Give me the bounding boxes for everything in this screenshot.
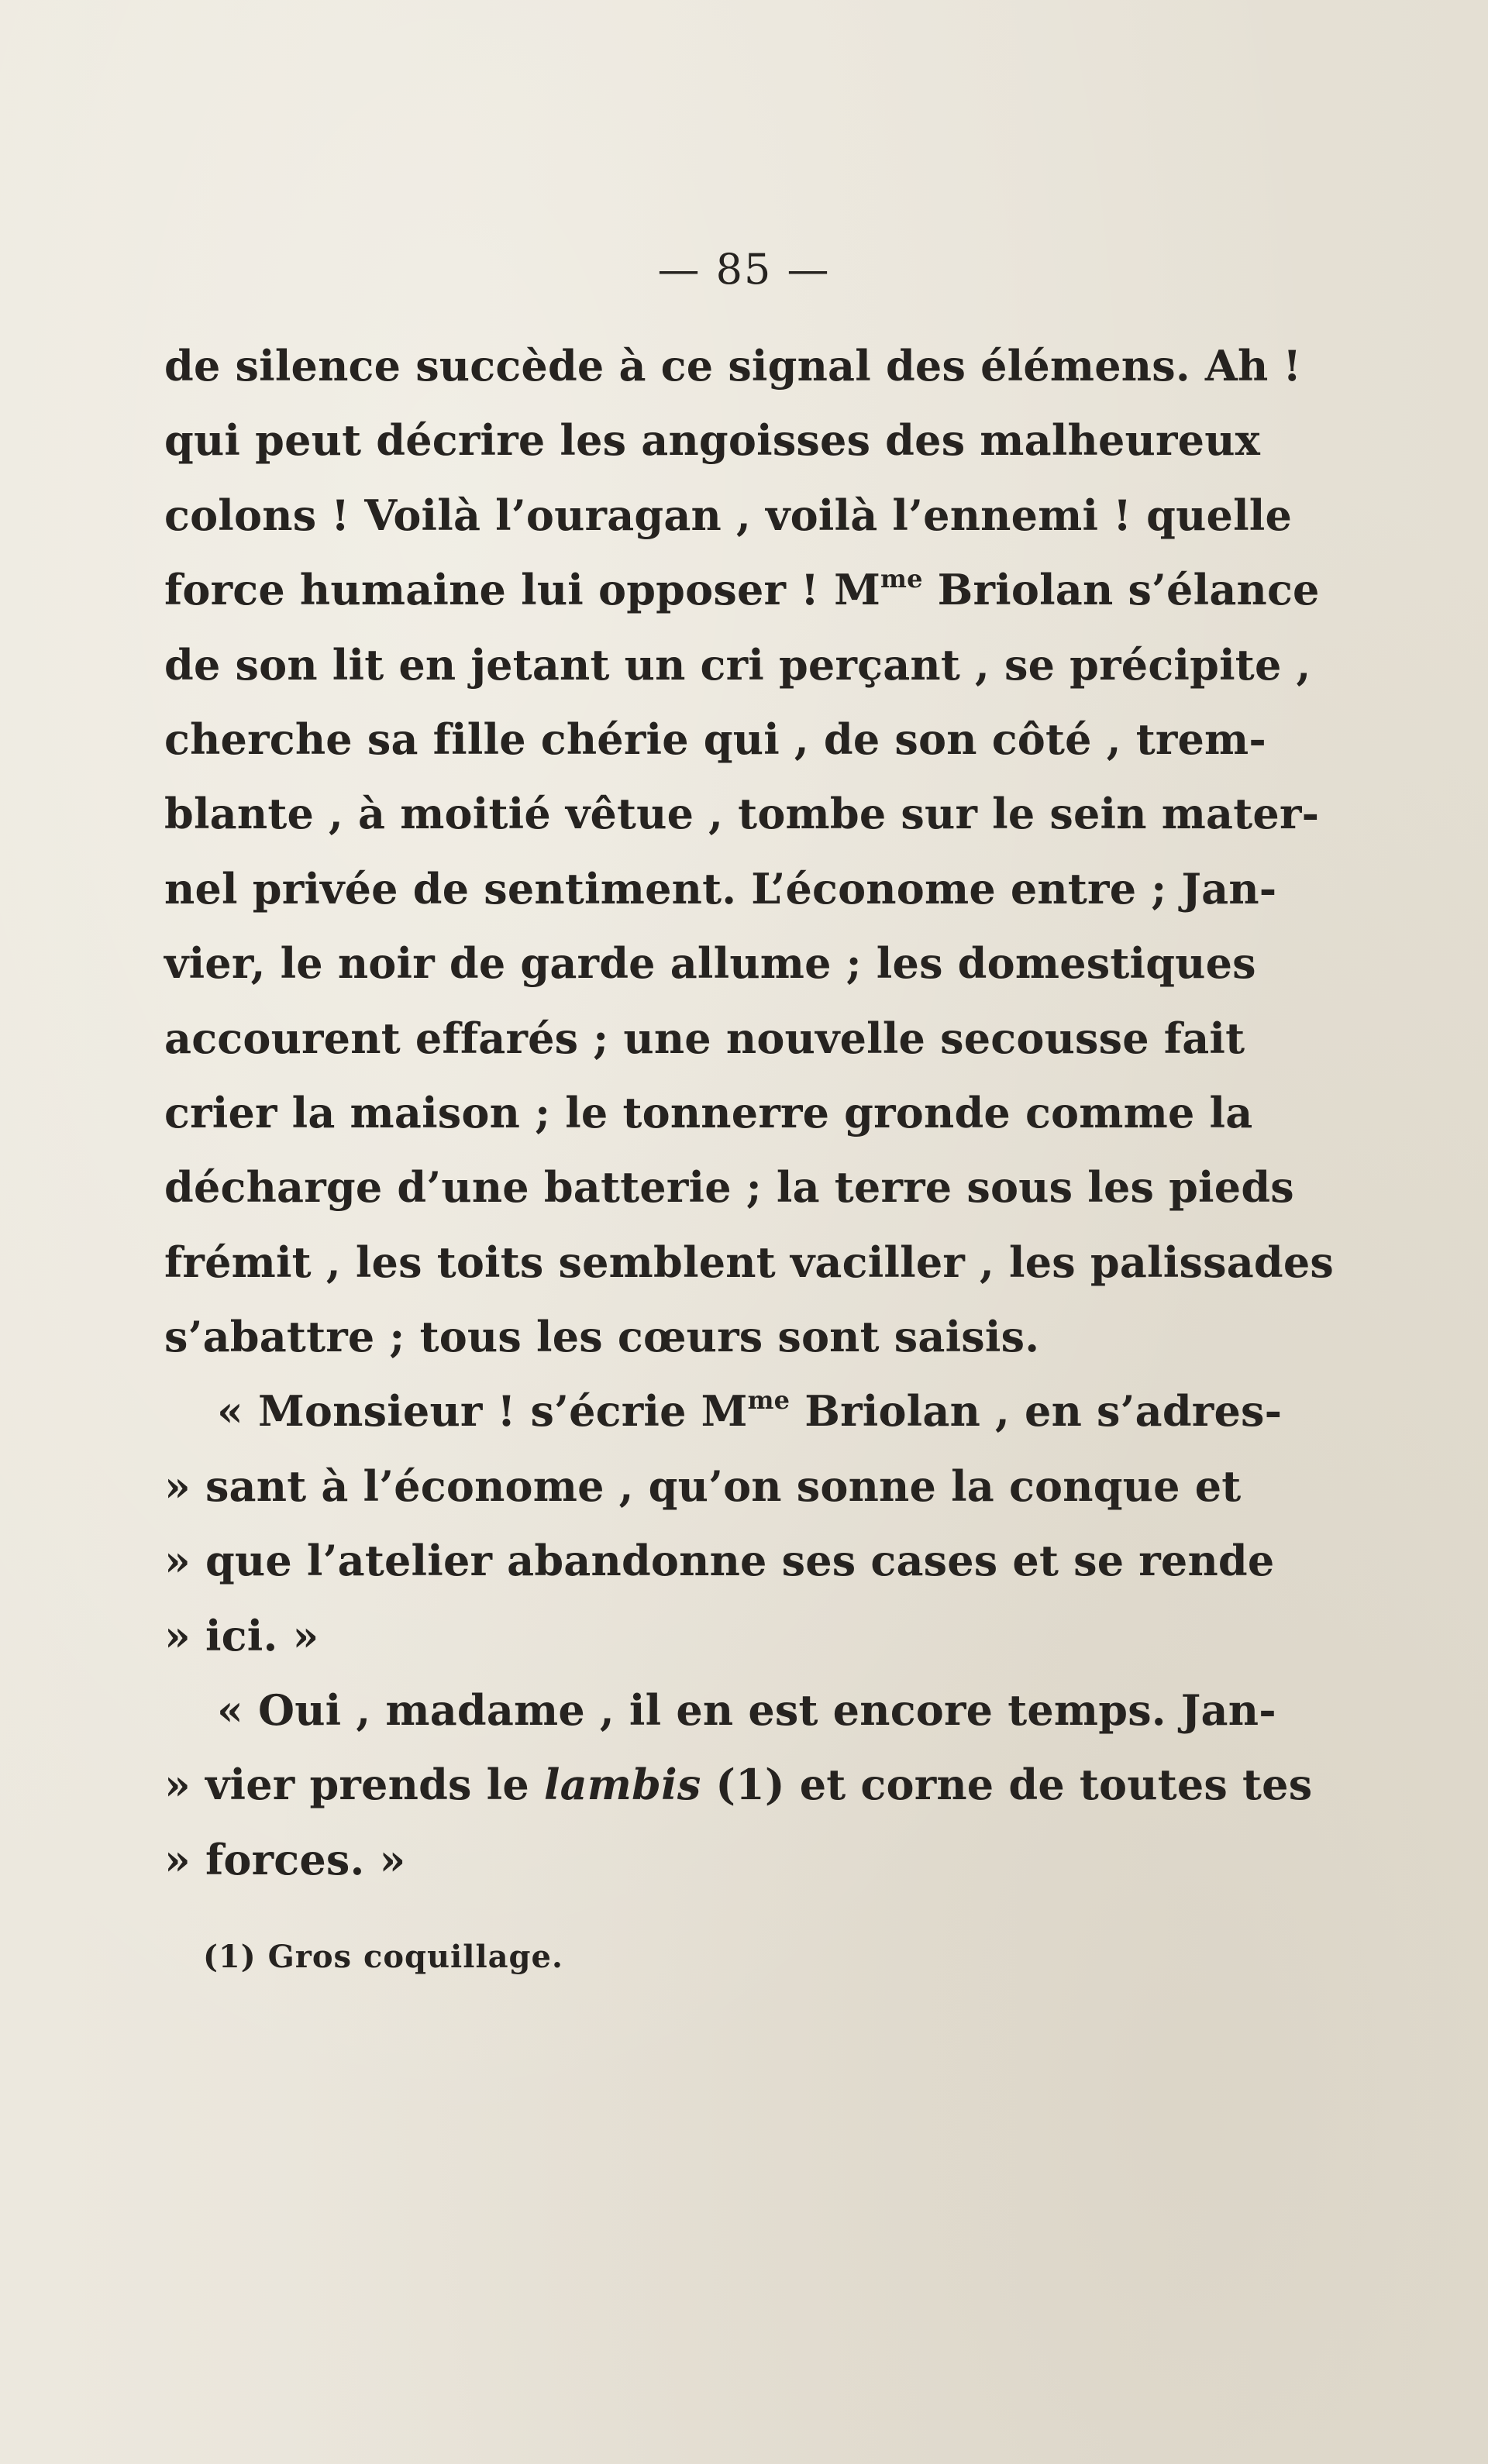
text-line: frémit , les toits semblent vaciller , les palissades <box>164 1237 1334 1287</box>
text-line: « Oui , madame , il en est encore temps. Jan- <box>217 1685 1276 1736</box>
body-text <box>164 329 1334 1897</box>
text-line: » vier prends le lambis (1) et corne de toutes tes <box>164 1760 1313 1810</box>
text-line: « Monsieur ! s’écrie $M^{me}$ Briolan , en s’adres- <box>217 1385 1283 1437</box>
text-line: blante , à moitié vêtue , tombe sur le sein mater- <box>164 789 1320 839</box>
text-line: accourent effarés ; une nouvelle secousse fait <box>164 1013 1245 1063</box>
text-line: » forces. » <box>164 1834 406 1884</box>
text-line: décharge d’une batterie ; la terre sous les pieds <box>164 1162 1294 1213</box>
text-line: force humaine lui opposer ! $M^{me}$ Briolan s’élance <box>164 564 1320 615</box>
text-line: crier la maison ; le tonnerre gronde comme la <box>164 1087 1253 1137</box>
page-number: — 85 — <box>657 245 831 294</box>
text-line: vier, le noir de garde allume ; les domestiques <box>164 938 1256 989</box>
text-line: qui peut décrire les angoisses des malheureux <box>164 415 1261 466</box>
text-line: » ici. » <box>164 1610 319 1660</box>
footnote: (1) Gros coquillage. <box>203 1939 563 1975</box>
text-line: nel privée de sentiment. L’économe entre ; Jan- <box>164 863 1277 914</box>
text-line: de son lit en jetant un cri perçant , se précipite , <box>164 639 1311 690</box>
text-line: » sant à l’économe , qu’on sonne la conque et <box>164 1461 1242 1511</box>
text-line: cherche sa fille chérie qui , de son côté , trem- <box>164 714 1266 764</box>
text-line: s’abattre ; tous les cœurs sont saisis. <box>164 1312 1040 1362</box>
text-line: de silence succède à ce signal des élémens. Ah ! <box>164 341 1302 391</box>
text-line: colons ! Voilà l’ouragan , voilà l’ennemi ! quelle <box>164 490 1293 540</box>
text-line: » que l’atelier abandonne ses cases et se rende <box>164 1536 1275 1586</box>
